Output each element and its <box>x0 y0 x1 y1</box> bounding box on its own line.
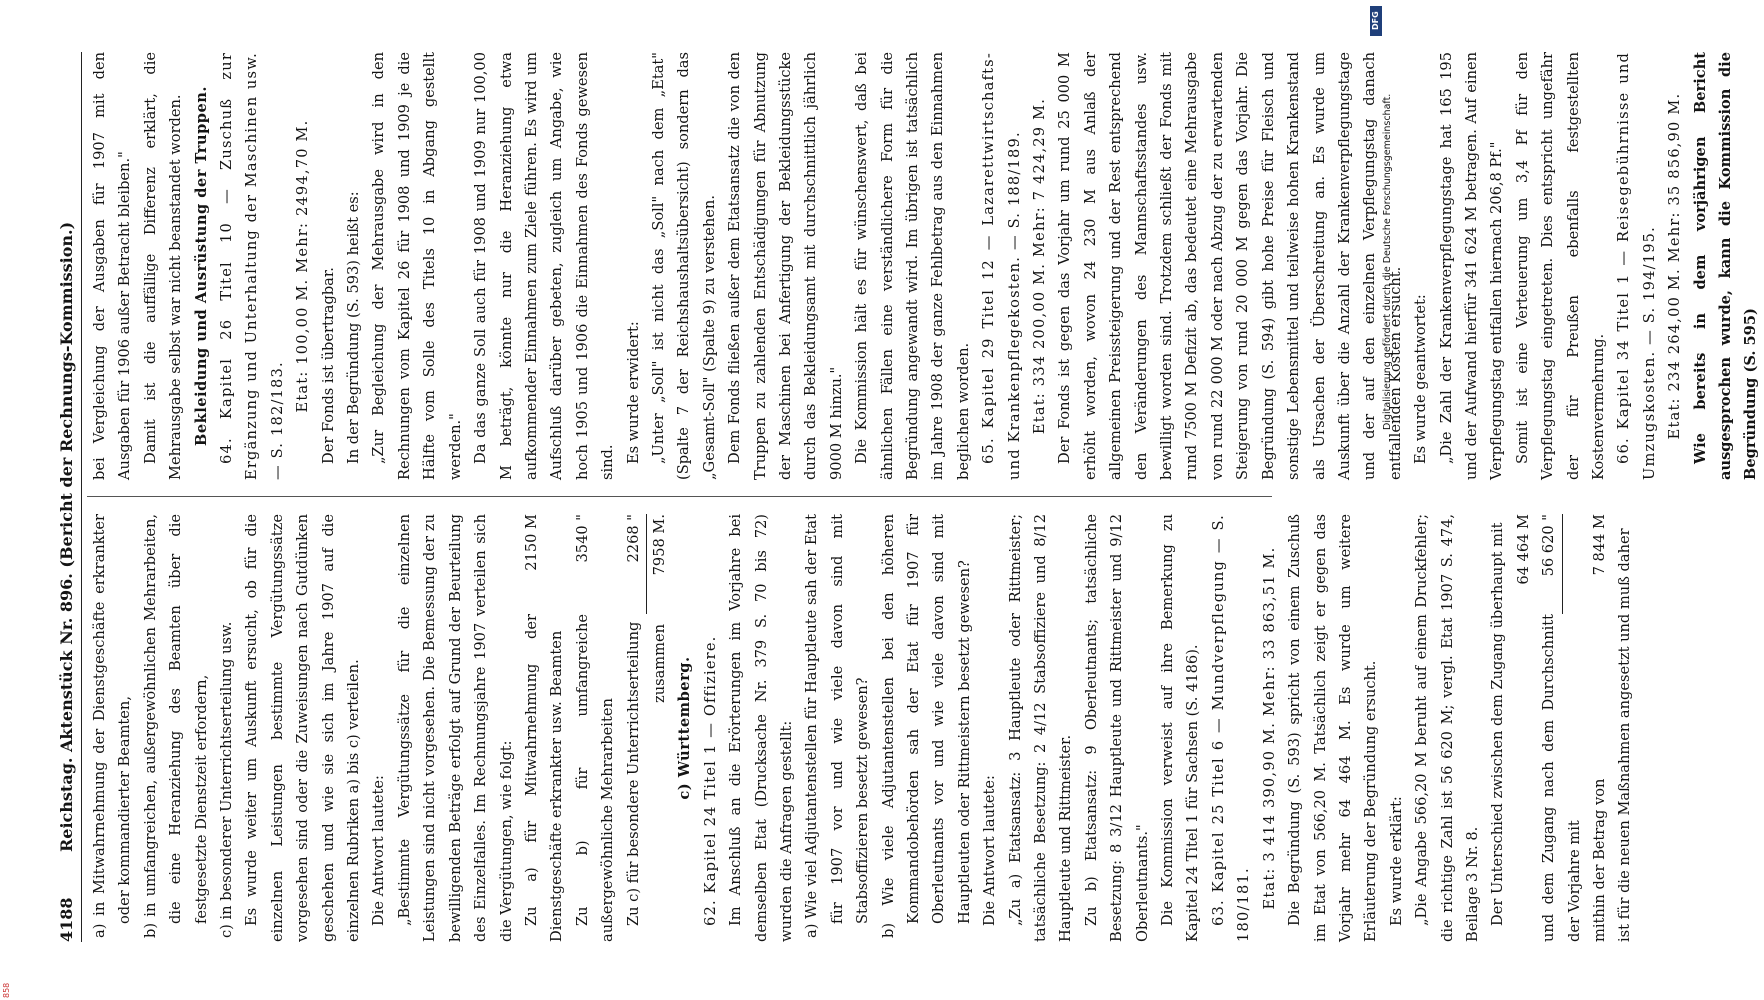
paragraph: Der Fonds ist gegen das Vorjahr um rund 25 000 M erhöht worden, wovon 24 230 M aus Anlaß der allgemeinen Preissteigerung und der Rest entsprechend den Veränderungen des Mannschaftsstandes usw. bewilligt worden sind. Trotzdem schließt der Fonds mit rund 7500 M Defizit ab, das bedeutet eine Mehrausgabe von rund 22 000 M oder nach Abzug der zu erwartenden Steigerung von rund 20 000 M gegen das Vorjahr. Die Begründung (S. 594) gibt hohe Preise für Fleisch und sonstige Lebensmittel und teilweise hohen Krankenstand als Ursachen der Überschreitung an. Es wurde um Auskunft über die Anzahl der Krankenverpflegungstage und der auf den einzelnen Verpflegungstag danach entfallenden Kosten ersucht. <box>1056 52 1404 480</box>
total-row <box>647 514 672 942</box>
paragraph: Die Antwort lautete: <box>370 775 388 926</box>
amount-value: 7 844 M <box>1590 514 1608 576</box>
amount-row <box>519 514 570 942</box>
quote-paragraph: „Die Zahl der Krankenverpflegungstage hat 165 195 und der Aufwand hierfür 341 624 M betragen. Auf einen Verpflegungstag entfallen hiernach 206,8 Pf." <box>1437 52 1506 480</box>
running-title: Reichstag. Aktenstück Nr. 896. (Bericht der Rechnungs-Kommission.) <box>57 221 76 852</box>
question-b: b) Wie viele Adjutantenstellen bei den höheren Kommandobehörden sah der Etat für 1907 für Oberleutnants vor und wie viele davon sind mit Hauptleuten oder Rittmeistern besetzt gewesen? <box>879 514 973 938</box>
amount-label: und dem Zugang nach dem Durchschnitt der Vorjahre mit <box>1540 614 1583 942</box>
item-heading: 63. Kapitel 25 Titel 6 — Mundverpflegung — S. 180/181. <box>1209 514 1253 942</box>
item-heading: 64. Kapitel 26 Titel 10 — Zuschuß zur Ergänzung und Unterhaltung der Maschinen usw. — S. 182/183. <box>218 52 286 480</box>
budget-line: Etat: 334 200,00 M. Mehr: 7 424,29 M. <box>1031 97 1049 435</box>
column-divider <box>87 496 1272 497</box>
paragraph: Es wurde weiter um Auskunft ersucht, ob für die einzelnen Leistungen bestimmte Vergütungssätze vorgesehen sind oder die Zuweisungen nach Gutdünken geschehen und wie sie sich im Jahre 1907 auf die einzelnen Rubriken a) bis c) verteilen. <box>243 514 363 942</box>
budget-line: Etat: 100,00 M. Mehr: 2494,70 M. <box>294 119 312 413</box>
amount-row <box>570 514 621 942</box>
item-heading: 65. Kapitel 29 Titel 12 — Lazarettwirtschafts- und Krankenpflegekosten. — S. 188/189. <box>980 52 1023 480</box>
total-value: 7958 M. <box>650 514 668 576</box>
quote-paragraph: „Zur Begleichung der Mehrausgabe wird in den Rechnungen vom Kapitel 26 für 1908 und 1909 je die Hälfte vom Solle des Titels 10 in Abgang gestellt werden." <box>370 52 464 480</box>
quote-paragraph: „Die Angabe 566,20 M beruht auf einem Druckfehler; die richtige Zahl ist 56 620 M; vergl. Etat 1907 S. 474, Beilage 3 Nr. 8. <box>1413 514 1481 942</box>
page-number: 4188 <box>57 897 76 942</box>
paragraph: Da das ganze Soll auch für 1908 und 1909 nur 100,00 M beträgt, könnte nur die Heranziehung etwa aufkommender Einnahmen zum Ziele führen. Es wird um Aufschluß darüber gebeten, zugleich um Angabe, wie hoch 1905 und 1906 die Einnahmen des Fonds gewesen sind. <box>472 52 617 480</box>
funding-note: Digitalisierung gefördert durch die Deutsche Forschungsgemeinschaft. <box>1382 93 1393 430</box>
paragraph: Damit ist die auffällige Differenz erklärt, die Mehrausgabe selbst war nicht beanstandet worden. <box>141 52 185 480</box>
amount-row <box>1511 514 1536 942</box>
section-heading: c) Württemberg. <box>676 656 694 800</box>
paragraph: ist für die neuen Maßnahmen angesetzt und muß daher <box>1616 528 1634 942</box>
left-text-column <box>87 514 1634 942</box>
paragraph: a) in Mitwahrnehmung der Dienstgeschäfte erkrankter oder kommandierter Beamten, <box>91 514 134 938</box>
amount-value: 2268 " <box>621 514 647 614</box>
budget-line: Etat: 3 414 390,90 M. Mehr: 33 863,51 M. <box>1260 546 1278 910</box>
section-heading: Bekleidung und Ausrüstung der Truppen. <box>192 86 210 446</box>
amount-row <box>621 514 647 942</box>
amount-value: 64 464 M <box>1514 514 1532 585</box>
amount-value: 56 620 " <box>1536 514 1562 614</box>
quote-paragraph: Zu b) Etatsansatz: 9 Oberleutnants; tatsächliche Besetzung: 8 3/12 Hauptleute und Rittmeister und 9/12 Oberleutnants." <box>1082 514 1151 942</box>
amount-value: 2150 M <box>522 514 540 571</box>
paragraph: Der Fonds ist übertragbar. <box>319 267 337 464</box>
item-heading: 62. Kapitel 24 Titel 1 — Offiziere. <box>701 635 719 926</box>
paragraph: Die Antwort lautete: <box>981 775 999 926</box>
quote-paragraph: „Zu a) Etatsansatz: 3 Hauptleute oder Rittmeister; tatsächliche Besetzung: 2 4/12 Stabsoffiziere und 8/12 Hauptleute und Rittmeister. <box>1006 514 1075 942</box>
paragraph: Die Kommission hält es für wünschenswert, daß bei ähnlichen Fällen eine verständlichere Form für die Begründung angewandt wird. Im übrigen ist tatsächlich im Jahre 1908 der ganze Fehlbetrag aus den Einnahmen beglichen worden. <box>853 52 972 480</box>
paragraph: Der Unterschied zwischen dem Zugang überhaupt mit <box>1489 522 1507 926</box>
item-heading: 66. Kapitel 34 Titel 1 — Reisegebührnisse und Umzugskosten. — S. 194/195. <box>1615 52 1658 480</box>
amount-label: Zu c) für besondere Unterrichtserteilung <box>624 621 642 926</box>
dfg-logo-text: DFG <box>1371 11 1380 30</box>
paragraph: c) in besonderer Unterrichtserteilung usw. <box>218 621 236 938</box>
paragraph: Es wurde erwidert: <box>624 321 642 464</box>
amount-label: mithin der Betrag von <box>1590 778 1608 942</box>
amount-value: 3540 " <box>573 514 591 563</box>
quote-paragraph: „Unter „Soll" ist nicht das „Soll" nach dem „Etat" (Spalte 7 der Reichshaushaltsübersicht) sondern das „Gesamt-Soll" (Spalte 9) zu verstehen. <box>649 52 718 480</box>
quote-paragraph: „Bestimmte Vergütungssätze für die einzelnen Leistungen sind nicht vorgesehen. Die Bemessung der zu bewilligenden Beträge erfolgt auf Grund der Beurteilung des Einzelfalles. Im Rechnungsjahre 1907 verteilen sich die Vergütungen, wie folgt: <box>395 514 515 942</box>
paragraph: Wie bereits in dem vorjährigen Bericht ausgesprochen wurde, kann die Kommission die Begründung (S. 595) <box>1691 52 1760 480</box>
amount-label: Zu b) für umfangreiche außergewöhnliche Mehrarbeiten <box>573 614 617 942</box>
budget-line: Etat: 234 264,00 M. Mehr: 35 856,90 M. <box>1666 92 1684 440</box>
paragraph: b) in umfangreichen, außergewöhnlichen Mehrarbeiten, die eine Heranziehung des Beamten über die festgesetzte Dienstzeit erfordern, <box>141 514 210 938</box>
question-a: a) Wie viel Adjutantenstellen für Hauptleute sah der Etat für 1907 vor und wie viele davon sind mit Stabsoffizieren besetzt gewesen? <box>803 514 872 938</box>
paragraph: Die Begründung (S. 593) spricht von einem Zuschuß im Etat von 566,20 M. Tatsächlich zeigt er gegen das Vorjahr mehr 64 464 M. Es wurde um weitere Erläuterung der Begründung ersucht. <box>1286 514 1380 942</box>
paragraph: In der Begründung (S. 593) heißt es: <box>345 191 363 464</box>
total-label: zusammen <box>650 624 668 703</box>
paragraph: Es wurde erklärt: <box>1387 796 1405 926</box>
paragraph: bei Vergleichung der Ausgaben für 1907 mit den Ausgaben für 1906 außer Betracht bleiben." <box>91 52 134 480</box>
margin-code: 858 <box>2 982 11 998</box>
page-header <box>55 52 82 942</box>
amount-row <box>1587 514 1612 942</box>
paragraph: Es wurde geantwortet: <box>1412 294 1430 464</box>
quote-paragraph: Dem Fonds fließen außer dem Etatsansatz die von den Truppen zu zahlenden Entschädigungen für Abnutzung der Maschinen bei Anfertigung der Bekleidungsstücke durch das Bekleidungsamt mit durchschnittlich jährlich 9000 M hinzu." <box>726 52 845 480</box>
paragraph: Die Kommission verweist auf ihre Bemerkung zu Kapitel 24 Titel 1 für Sachsen (S. 4186). <box>1159 514 1202 942</box>
amount-row <box>1536 514 1587 942</box>
paragraph: Somit ist eine Verteuerung um 3,4 Pf für den Verpflegungstag eingetreten. Dies entspricht ungefähr der für Preußen ebenfalls festgestellten Kostenvermehrung. <box>1513 52 1607 480</box>
amount-label: Zu a) für Mitwahrnehmung der Dienstgeschäfte erkrankter usw. Beamten <box>522 614 566 942</box>
paragraph: Im Anschluß an die Erörterungen im Vorjahre bei demselben Etat (Drucksache Nr. 379 S. 70 bis 72) wurden die Anfragen gestellt: <box>727 514 795 942</box>
